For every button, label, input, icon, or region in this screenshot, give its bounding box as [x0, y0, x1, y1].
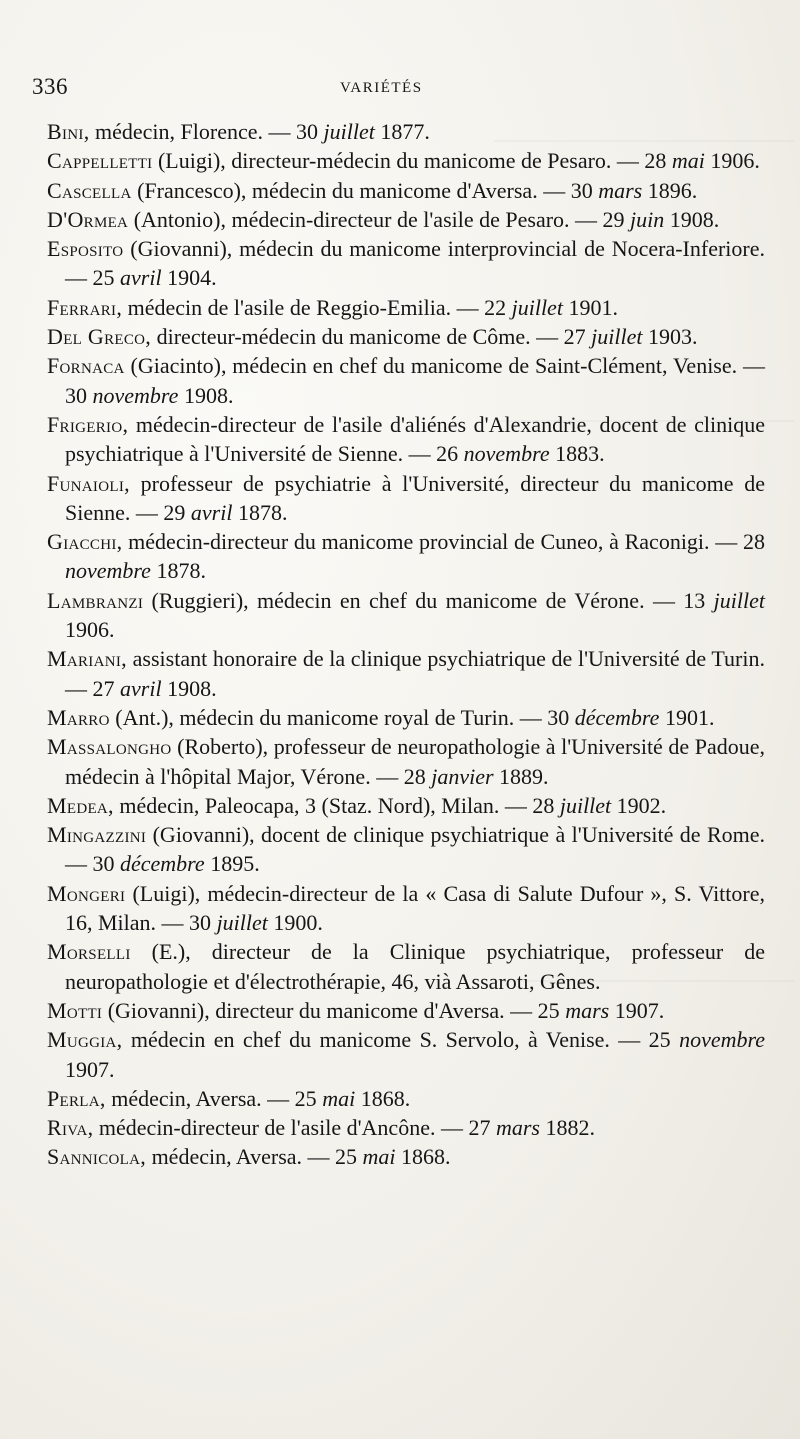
list-item — [47, 469, 765, 528]
list-item — [47, 1084, 765, 1113]
entry-date-month: mai — [322, 1085, 356, 1111]
entry-year: 1908. — [178, 382, 234, 408]
entry-name: Del Greco, — [47, 324, 152, 350]
entry-text: (Francesco), médecin du manicome d'Aversa. — 30 — [131, 177, 599, 203]
entry-name: Mariani, — [47, 646, 127, 672]
entry-year: 1901. — [659, 704, 715, 730]
entry-date-month: mars — [565, 997, 610, 1023]
entry-date-month: juillet — [559, 792, 612, 818]
entry-name: Motti — [47, 997, 103, 1023]
list-item — [47, 234, 765, 293]
entry-name: Lambranzi — [47, 587, 144, 613]
entry-text: (Ant.), médecin du manicome royal de Turin. — 30 — [109, 704, 575, 730]
entry-date-month: novembre — [679, 1027, 765, 1053]
entry-year: 1878. — [150, 558, 206, 584]
entry-year: 1901. — [562, 294, 618, 320]
entry-text: (Giovanni), directeur du manicome d'Aversa. — 25 — [102, 997, 566, 1023]
entry-year: 1907. — [609, 997, 665, 1023]
entry-name: Cappelletti — [47, 148, 153, 174]
entry-year: 1896. — [642, 177, 698, 203]
entry-name: Esposito — [47, 236, 124, 262]
entry-year: 1868. — [395, 1144, 451, 1170]
entry-date-month: mars — [495, 1115, 540, 1141]
entry-name: Ferrari, — [47, 294, 123, 320]
entry-text: (Ruggieri), médecin en chef du manicome de Vérone. — 13 — [143, 587, 714, 613]
list-item — [47, 644, 765, 703]
entry-text: (Antonio), médecin-directeur de l'asile de Pesaro. — 29 — [128, 206, 631, 232]
entry-text: (Giacinto), médecin en chef du manicome de Saint-Clément, Venise. — 30 — [65, 353, 765, 408]
entry-name: D'Ormea — [47, 206, 129, 232]
entry-date-month: mai — [671, 148, 705, 174]
entry-name: Mingazzini — [47, 822, 147, 848]
page-number: 336 — [32, 74, 68, 99]
entry-year: 1907. — [65, 1056, 115, 1082]
entry-name: Bini, — [47, 119, 90, 144]
list-item — [47, 293, 765, 322]
entry-name: Morselli — [47, 939, 131, 965]
list-item — [47, 879, 765, 938]
entry-name: Frigerio, — [47, 411, 129, 437]
entry-text: (Giovanni), médecin du manicome interprovincial de Nocera-Inferiore. — 25 — [65, 236, 765, 291]
entry-year: 1878. — [232, 499, 288, 525]
entry-date-month: décembre — [574, 704, 660, 730]
entry-date-month: juillet — [216, 910, 268, 936]
entry-date-month: juillet — [591, 324, 643, 350]
list-item — [47, 791, 765, 820]
entry-text: médecin de l'asile de Reggio-Emilia. — 22 — [122, 294, 512, 320]
entry-year: 1895. — [204, 851, 260, 877]
list-item — [47, 527, 765, 586]
entry-year: 1882. — [539, 1115, 595, 1141]
entry-list — [47, 117, 765, 1172]
entry-year: 1883. — [549, 441, 605, 467]
entry-year: 1906. — [704, 148, 760, 174]
entry-text: (Luigi), directeur-médecin du manicome de Pesaro. — 28 — [152, 148, 672, 174]
entry-text: médecin, Aversa. — 25 — [146, 1144, 363, 1170]
list-item — [47, 937, 765, 996]
section-title: VARIÉTÉS — [340, 80, 423, 96]
entry-date-month: mars — [598, 177, 643, 203]
list-item — [47, 1025, 765, 1084]
entry-date-month: juillet — [323, 119, 375, 144]
list-item — [47, 586, 765, 645]
entry-year: 1902. — [611, 792, 667, 818]
entry-text: professeur de psychiatrie à l'Université, directeur du manicome de Sienne. — 29 — [65, 470, 765, 525]
list-item — [47, 703, 765, 732]
list-item — [47, 322, 765, 351]
list-item — [47, 176, 765, 205]
entry-date-month: novembre — [463, 441, 550, 467]
list-item — [47, 996, 765, 1025]
entry-year: 1904. — [161, 265, 217, 291]
entry-name: Giacchi, — [47, 529, 123, 555]
list-item — [47, 1113, 765, 1142]
entry-date-month: janvier — [431, 763, 494, 789]
entry-text: médecin-directeur de l'asile d'Ancône. — 27 — [93, 1115, 496, 1141]
entry-name: Perla, — [47, 1085, 106, 1111]
entry-name: Marro — [47, 704, 110, 730]
entry-name: Cascella — [47, 177, 132, 203]
list-item — [47, 146, 765, 175]
list-item — [47, 732, 765, 791]
entry-text: assistant honoraire de la clinique psychiatrique de l'Université de Turin. — 27 — [65, 646, 765, 701]
entry-year: 1868. — [355, 1085, 411, 1111]
entry-date-month: avril — [120, 265, 162, 291]
entry-name: Fornaca — [47, 353, 125, 379]
running-head — [32, 74, 762, 102]
entry-text: médecin, Paleocapa, 3 (Staz. Nord), Milan. — 28 — [113, 792, 560, 818]
entry-text: médecin, Florence. — 30 — [89, 119, 324, 144]
list-item — [47, 351, 765, 410]
entry-name: Riva, — [47, 1115, 94, 1141]
entry-text: médecin-directeur du manicome provincial de Cuneo, à Raconigi. — 28 — [122, 529, 765, 555]
list-item — [47, 410, 765, 469]
list-item — [47, 1142, 765, 1171]
list-item — [47, 205, 765, 234]
entry-year: 1906. — [65, 617, 115, 643]
entry-year: 1889. — [493, 763, 549, 789]
entry-text: directeur-médecin du manicome de Côme. — 27 — [151, 324, 592, 350]
entry-name: Mongeri — [47, 880, 126, 906]
entry-text: (Roberto), professeur de neuropathologie à l'Université de Padoue, médecin à l'hôpital Major, Vérone. — 28 — [65, 734, 765, 789]
entry-text: médecin-directeur de l'asile d'aliénés d'Alexandrie, docent de clinique psychiatrique à l'Université de Sienne. — 26 — [65, 411, 765, 467]
entry-date-month: décembre — [120, 851, 205, 877]
entry-date-month: novembre — [65, 558, 151, 584]
entry-date-month: avril — [190, 499, 233, 525]
entry-name: Funaioli, — [47, 470, 130, 496]
list-item — [47, 117, 765, 146]
entry-date-month: juillet — [511, 294, 563, 320]
entry-date-month: mai — [362, 1144, 396, 1170]
entry-text: (Giovanni), docent de clinique psychiatrique à l'Université de Rome. — 30 — [65, 822, 765, 877]
entry-date-month: juin — [630, 206, 665, 232]
entry-name: Massalongho — [47, 734, 172, 760]
list-item — [47, 820, 765, 879]
entry-text: médecin en chef du manicome S. Servolo, à Venise. — 25 — [122, 1027, 680, 1053]
entry-year: 1900. — [267, 910, 323, 936]
entry-text: (Luigi), médecin-directeur de la « Casa di Salute Dufour », S. Vittore, 16, Milan. — 30 — [65, 880, 765, 936]
entry-date-month: juillet — [713, 587, 765, 613]
entry-name: Medea, — [47, 792, 114, 818]
entry-year: 1908. — [664, 206, 720, 232]
entry-text: médecin, Aversa. — 25 — [105, 1085, 323, 1111]
entry-year: 1908. — [161, 675, 217, 701]
entry-name: Sannicola, — [47, 1144, 147, 1170]
entry-date-month: novembre — [92, 382, 179, 408]
entry-date-month: avril — [120, 675, 162, 701]
entry-year: 1903. — [642, 324, 698, 350]
entry-name: Muggia, — [47, 1027, 123, 1053]
entry-text: (E.), directeur de la Clinique psychiatrique, professeur de neuropathologie et d'électrothérapie, 46, vià Assaroti, Gênes. — [65, 939, 765, 994]
entry-year: 1877. — [374, 119, 430, 144]
